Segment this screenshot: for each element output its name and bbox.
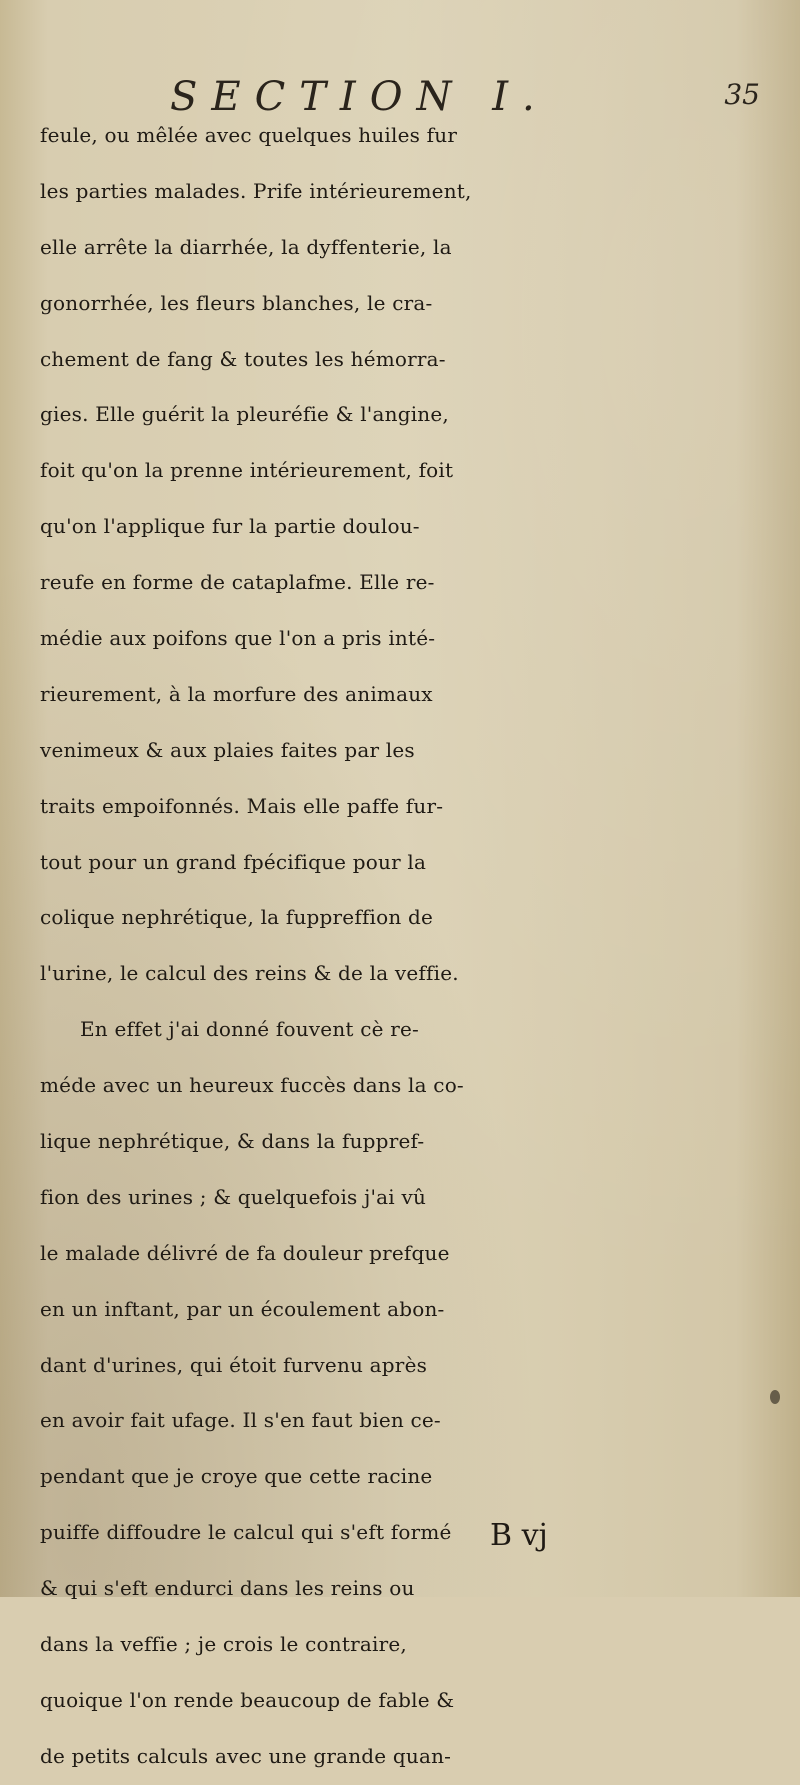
text-line: gies. Elle guérit la pleuréfie & l'angine, bbox=[40, 402, 449, 427]
text-line: En effet j'ai donné fouvent cè re- bbox=[80, 1017, 419, 1042]
text-line: les parties malades. Prife intérieurement, bbox=[40, 178, 472, 203]
text-line: en un inftant, par un écoulement abon- bbox=[40, 1296, 445, 1321]
text-line: médie aux poifons que l'on a pris inté- bbox=[40, 626, 436, 651]
paper-speck bbox=[770, 1390, 780, 1404]
text-line: puiffe diffoudre le calcul qui s'eft formé bbox=[40, 1520, 452, 1545]
text-line: quoique l'on rende beaucoup de fable & bbox=[40, 1687, 455, 1712]
text-line: le malade délivré de fa douleur prefque bbox=[40, 1240, 450, 1265]
text-line: de petits calculs avec une grande quan- bbox=[40, 1743, 452, 1768]
text-line: foit qu'on la prenne intérieurement, foit bbox=[40, 458, 454, 483]
text-line: colique nephrétique, la fuppreffion de bbox=[40, 905, 434, 930]
text-line: traits empoifonnés. Mais elle paffe fur- bbox=[40, 793, 444, 818]
body-text bbox=[40, 108, 790, 1785]
text-line: dant d'urines, qui étoit furvenu après bbox=[40, 1352, 428, 1377]
text-line: rieurement, à la morfure des animaux bbox=[40, 681, 433, 706]
text-line: en avoir fait ufage. Il s'en faut bien ce- bbox=[40, 1408, 441, 1433]
text-line: pendant que je croye que cette racine bbox=[40, 1464, 433, 1489]
text-line: feule, ou mêlée avec quelques huiles fur bbox=[40, 123, 458, 147]
signature-mark: B vj bbox=[490, 1518, 548, 1553]
text-line: gonorrhée, les fleurs blanches, le cra- bbox=[40, 290, 433, 315]
text-line: fion des urines ; & quelquefois j'ai vû bbox=[40, 1184, 427, 1209]
text-line: & qui s'eft endurci dans les reins ou bbox=[40, 1576, 415, 1601]
text-line: chement de fang & toutes les hémorra- bbox=[40, 346, 446, 371]
text-line: méde avec un heureux fuccès dans la co- bbox=[40, 1073, 464, 1098]
text-line: dans la veffie ; je crois le contraire, bbox=[40, 1632, 407, 1657]
page-number: 35 bbox=[724, 78, 760, 111]
text-line: venimeux & aux plaies faites par les bbox=[40, 737, 415, 762]
text-line: qu'on l'applique fur la partie doulou- bbox=[40, 514, 420, 539]
text-line: lique nephrétique, & dans la fuppref- bbox=[40, 1129, 425, 1154]
text-line: l'urine, le calcul des reins & de la veffie. bbox=[40, 961, 459, 986]
running-head: SECTION I. bbox=[170, 74, 549, 120]
text-line: elle arrête la diarrhée, la dyffenterie, la bbox=[40, 234, 452, 259]
text-line: tout pour un grand fpécifique pour la bbox=[40, 849, 427, 874]
text-line: reufe en forme de cataplafme. Elle re- bbox=[40, 570, 435, 595]
